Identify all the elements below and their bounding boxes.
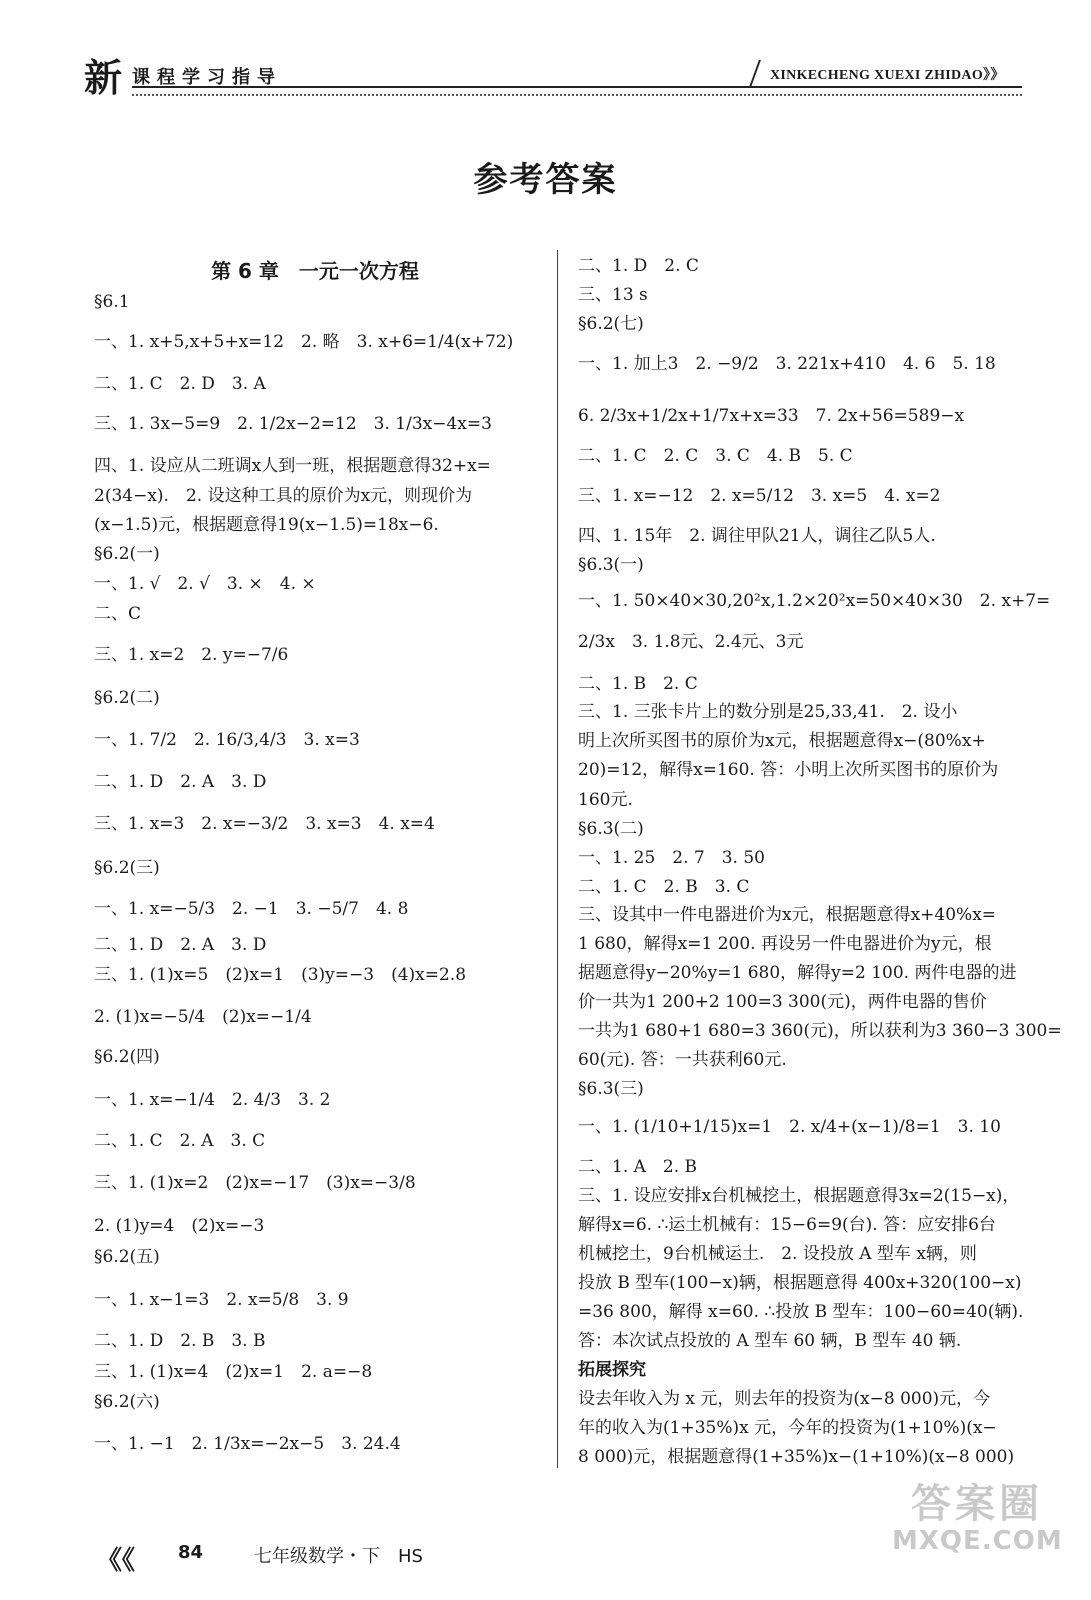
answer-line: 据题意得y−20%y=1 680，解得y=2 100. 两件电器的进 — [578, 963, 1017, 983]
answer-line: 一、1. 7/2 2. 16/3,4/3 3. x=3 — [94, 730, 360, 750]
answer-line: 三、1. x=2 2. y=−7/6 — [94, 645, 289, 665]
footer-nav-icon: 《《 — [96, 1546, 136, 1576]
answer-line: 三、设其中一件电器进价为x元，根据题意得x+40%x= — [578, 905, 997, 925]
answer-line: §6.2(三) — [94, 858, 160, 878]
answer-line: 三、1. 3x−5=9 2. 1/2x−2=12 3. 1/3x−4x=3 — [94, 414, 492, 434]
header-logo: 新 — [84, 55, 123, 100]
chapter-heading: 第 6 章 一元一次方程 — [211, 259, 419, 283]
answer-line: 答：本次试点投放的 A 型车 60 辆，B 型车 40 辆. — [578, 1331, 962, 1351]
answer-line: 8 000)元，根据题意得(1+35%)x−(1+10%)(x−8 000) — [578, 1447, 1015, 1467]
answer-line: 一、1. 加上3 2. −9/2 3. 221x+410 4. 6 5. 18 — [578, 354, 996, 374]
watermark-text: 答案圈 — [911, 1481, 1043, 1527]
answer-line: 一、1. x+5,x+5+x=12 2. 略 3. x+6=1/4(x+72) — [94, 332, 514, 352]
watermark-url: MXQE.COM — [892, 1526, 1063, 1556]
answer-line: 机械挖土，9台机械运土. 2. 设投放 A 型车 x辆，则 — [578, 1244, 977, 1264]
answer-line: 三、1. (1)x=5 (2)x=1 (3)y=−3 (4)x=2.8 — [94, 965, 467, 985]
answer-line: §6.2(七) — [578, 314, 644, 334]
answer-line: 2(34−x). 2. 设这种工具的原价为x元，则现价为 — [94, 486, 473, 506]
answer-line: §6.2(六) — [94, 1392, 160, 1412]
answer-line: 三、1. x=3 2. x=−3/2 3. x=3 4. x=4 — [94, 814, 435, 834]
answer-line: 投放 B 型车(100−x)辆，根据题意得 400x+320(100−x) — [578, 1273, 1022, 1293]
answer-line: (x−1.5)元，根据题意得19(x−1.5)=18x−6. — [94, 515, 439, 535]
answer-line: 四、1. 设应从二班调x人到一班，根据题意得32+x= — [94, 456, 491, 476]
answer-line: 二、1. C 2. C 3. C 4. B 5. C — [578, 446, 853, 466]
footer-subtitle: 七年级数学・下 HS — [254, 1546, 423, 1567]
header-rule — [132, 86, 1022, 88]
answer-line: 一共为1 680+1 680=3 360(元)，所以获利为3 360−3 300= — [578, 1021, 1062, 1041]
answer-line: 二、1. C 2. A 3. C — [94, 1131, 266, 1151]
answer-line: §6.2(二) — [94, 688, 160, 708]
header-title: 课程学习指导 — [132, 67, 282, 88]
answer-line: §6.1 — [94, 292, 130, 312]
answer-line: 二、1. C 2. B 3. C — [578, 877, 750, 897]
answer-line: 四、1. 15年 2. 调往甲队21人，调往乙队5人. — [578, 526, 936, 546]
answer-line: 一、1. x=−5/3 2. −1 3. −5/7 4. 8 — [94, 899, 409, 919]
answer-line: 160元. — [578, 790, 633, 810]
answer-line: 设去年收入为 x 元，则去年的投资为(x−8 000)元，今 — [578, 1389, 991, 1409]
answer-line: 二、1. D 2. A 3. D — [94, 772, 267, 792]
answer-line: 二、C — [94, 604, 142, 624]
answer-line: 明上次所买图书的原价为x元，根据题意得x−(80%x+ — [578, 731, 986, 751]
answer-line: 二、1. A 2. B — [578, 1157, 698, 1177]
answer-line: 二、1. D 2. A 3. D — [94, 935, 267, 955]
header-right-text: XINKECHENG XUEXI ZHIDAO》》 — [770, 68, 1005, 83]
answer-line: §6.2(一) — [94, 544, 160, 564]
answer-line: 一、1. √ 2. √ 3. × 4. × — [94, 574, 316, 594]
answer-line: 一、1. x=−1/4 2. 4/3 3. 2 — [94, 1090, 331, 1110]
answer-line: 2. (1)x=−5/4 (2)x=−1/4 — [94, 1007, 312, 1027]
watermark-logo — [892, 1482, 1062, 1556]
answer-line: 二、1. D 2. B 3. B — [94, 1331, 266, 1351]
answer-line: 三、1. (1)x=4 (2)x=1 2. a=−8 — [94, 1362, 373, 1382]
answer-line: 60(元). 答：一共获利60元. — [578, 1050, 787, 1070]
header-divider-slant — [749, 60, 761, 87]
section-heading: 拓展探究 — [578, 1360, 646, 1380]
answer-line: 一、1. 50×40×30,20²x,1.2×20²x=50×40×30 2. x+7= — [578, 591, 1051, 611]
answer-line: §6.3(二) — [578, 819, 644, 839]
answer-line: 三、1. x=−12 2. x=5/12 3. x=5 4. x=2 — [578, 486, 941, 506]
page-number: 84 — [178, 1542, 204, 1563]
answer-line: §6.2(四) — [94, 1047, 160, 1067]
answer-line: 1 680，解得x=1 200. 再设另一件电器进价为y元，根 — [578, 934, 992, 954]
answer-line: 三、1. 三张卡片上的数分别是25,33,41. 2. 设小 — [578, 702, 958, 722]
answer-line: 一、1. x−1=3 2. x=5/8 3. 9 — [94, 1290, 349, 1310]
answer-line: 三、13 s — [578, 285, 648, 305]
answer-line: §6.3(三) — [578, 1079, 644, 1099]
header-dotted-rule — [132, 94, 1022, 96]
answer-line: =36 800，解得 x=60. ∴投放 B 型车：100−60=40(辆). — [578, 1302, 1024, 1322]
answer-line: §6.2(五) — [94, 1247, 160, 1267]
answer-line: 解得x=6. ∴运土机械有：15−6=9(台). 答：应安排6台 — [578, 1215, 996, 1235]
answer-line: 20)=12，解得x=160. 答：小明上次所买图书的原价为 — [578, 760, 999, 780]
answer-line: 三、1. (1)x=2 (2)x=−17 (3)x=−3/8 — [94, 1173, 416, 1193]
answer-line: 二、1. D 2. C — [578, 256, 699, 276]
answer-line: 二、1. C 2. D 3. A — [94, 374, 266, 394]
answer-line: 一、1. (1/10+1/15)x=1 2. x/4+(x−1)/8=1 3. 10 — [578, 1117, 1001, 1137]
answer-line: 2/3x 3. 1.8元、2.4元、3元 — [578, 632, 804, 652]
answer-line: 二、1. B 2. C — [578, 674, 698, 694]
answer-line: 2. (1)y=4 (2)x=−3 — [94, 1216, 265, 1236]
answer-line: 一、1. −1 2. 1/3x=−2x−5 3. 24.4 — [94, 1434, 401, 1454]
column-divider — [557, 250, 558, 1468]
answer-line: 价一共为1 200+2 100=3 300(元)，两件电器的售价 — [578, 992, 987, 1012]
page-title: 参考答案 — [473, 160, 618, 200]
answer-line: 6. 2/3x+1/2x+1/7x+x=33 7. 2x+56=589−x — [578, 406, 965, 426]
answer-line: 年的收入为(1+35%)x 元，今年的投资为(1+10%)(x− — [578, 1418, 997, 1438]
answer-line: 三、1. 设应安排x台机械挖土，根据题意得3x=2(15−x)， — [578, 1186, 1020, 1206]
answer-line: §6.3(一) — [578, 555, 644, 575]
answer-line: 一、1. 25 2. 7 3. 50 — [578, 848, 765, 868]
